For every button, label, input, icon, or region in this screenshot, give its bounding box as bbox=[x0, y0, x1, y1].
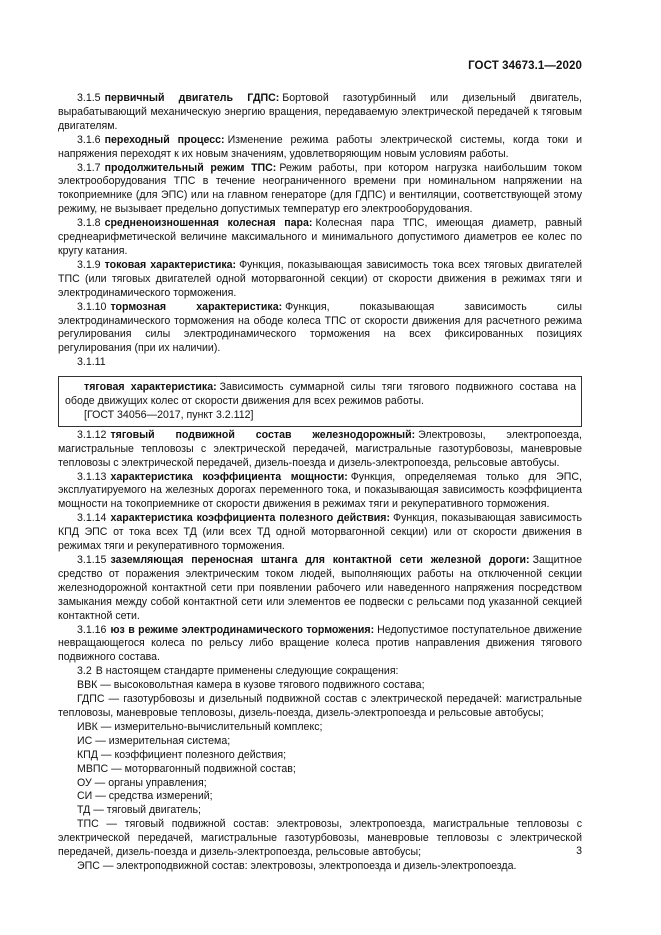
definition-term: юз в режиме электродинамического торможения: bbox=[110, 623, 375, 636]
definition-number: 3.1.9 bbox=[77, 258, 101, 271]
definition-number: 3.1.6 bbox=[77, 133, 101, 146]
definition-term: тормозная характеристика: bbox=[110, 300, 283, 313]
definition-text: Бортовой газотурбинный или дизельный двигатель, вырабатывающий механическую энергию вращения, передаваемую электрической передачей к тяговым двигателям. bbox=[58, 92, 582, 132]
abbreviation-item: ВВК — высоковольтная камера в кузове тягового подвижного состава; bbox=[77, 679, 425, 692]
definition-term: средненоизношенная колесная пара: bbox=[104, 217, 313, 230]
definition-item bbox=[58, 512, 582, 554]
definition-term: тяговая характеристика: bbox=[84, 381, 217, 394]
definition-text: Режим работы, при котором нагрузка наибольшим током электрооборудования ТПС в течение неограниченного времени при номинальном напряжении на токоприемнике (для ЭПС) или на главном генераторе (для ГДПС) и вентиляции, соответствующей этому режиму, не вызывает предельно допустимых температур его электрооборудования. bbox=[58, 161, 582, 216]
definition-item bbox=[58, 301, 582, 357]
definition-text: Зависимость суммарной силы тяги тягового подвижного состава на ободе движущих колес от скорости движения для всех режимов работы. bbox=[65, 381, 576, 408]
definition-number: 3.1.16 bbox=[77, 623, 107, 636]
definition-item bbox=[58, 471, 582, 513]
definition-term: заземляющая переносная штанга для контактной сети железной дороги: bbox=[110, 554, 530, 566]
definition-number: 3.1.8 bbox=[77, 217, 101, 230]
abbreviation-item: ТД — тяговый двигатель; bbox=[77, 804, 201, 817]
definition-number: 3.1.7 bbox=[77, 161, 101, 174]
standard-header: ГОСТ 34673.1—2020 bbox=[468, 60, 582, 72]
definition-term: характеристика коэффициента мощности: bbox=[110, 470, 348, 483]
definitions-bottom bbox=[58, 429, 582, 665]
abbreviations-list bbox=[58, 679, 582, 874]
boxed-definition bbox=[58, 376, 582, 427]
abbreviation-item: КПД — коэффициент полезного действия; bbox=[77, 748, 287, 761]
document-body bbox=[58, 92, 582, 874]
definition-item bbox=[58, 259, 582, 301]
definition-text: Защитное средство от поражения электрическим током людей, выполняющих работы на отключенной секции железнодорожной контактной сети при появлении рабочего или наведенного напряжения посредством замыкания между собой контактной сети или элементов ее подвески с рельсами под указанной секцией контактной сети. bbox=[58, 554, 582, 622]
definition-item bbox=[58, 134, 582, 162]
definition-item bbox=[58, 429, 582, 471]
abbreviation-item: ТПС — тяговый подвижной состав: электровозы, электропоезда, магистральные тепловозы с электрической передачей, магистральные газотурбовозы, маневровые тепловозы с электрической передачей, дизель-поезда и дизель-электропоезда, рельсовые автобусы; bbox=[58, 818, 582, 859]
definition-text: Электровозы, электропоезда, магистральные тепловозы с электрической передачей, магистральные газотурбовозы, маневровые тепловозы с электрической передачей, дизель-поезда и дизель-электропоезда, рельсовые автобусы. bbox=[58, 428, 582, 469]
definition-term: переходный процесс: bbox=[104, 133, 225, 146]
abbreviation-item: ИВК — измерительно-вычислительный комплекс; bbox=[77, 720, 323, 733]
section-3-2 bbox=[58, 665, 582, 679]
definition-term: токовая характеристика: bbox=[104, 258, 237, 271]
abbreviation-item: ЭПС — электроподвижной состав: электровозы, электропоезда и дизель-электропоезда. bbox=[77, 859, 517, 872]
section-intro: В настоящем стандарте применены следующие сокращения: bbox=[95, 665, 399, 678]
definition-item bbox=[58, 624, 582, 666]
boxed-definition-reference: [ГОСТ 34056—2017, пункт 3.2.112] bbox=[84, 408, 254, 421]
definition-term: продолжительный режим ТПС: bbox=[104, 161, 277, 174]
definition-number: 3.1.15 bbox=[77, 554, 107, 566]
definition-item bbox=[58, 162, 582, 218]
abbreviation-item: ОУ — органы управления; bbox=[77, 776, 207, 789]
definition-term: тяговый подвижной состав железнодорожный: bbox=[110, 428, 416, 441]
section-number: 3.2 bbox=[77, 665, 92, 678]
definition-item bbox=[58, 92, 582, 134]
abbreviation-item: ИС — измерительная система; bbox=[77, 734, 231, 747]
definition-term: первичный двигатель ГДПС: bbox=[104, 92, 280, 104]
definition-text: Колесная пара ТПС, имеющая диаметр, равный среднеарифметической величине максимального и минимального допустимого диаметров ее колес по кругу катания. bbox=[58, 217, 582, 257]
abbreviation-item: ГДПС — газотурбовозы и дизельный подвижной состав с электрической передачей: магистральные тепловозы, маневровые тепловозы, дизель-поезда, дизель-электропоезда и рельсовые автобусы; bbox=[58, 693, 582, 719]
definition-item bbox=[58, 554, 582, 624]
definition-number: 3.1.10 bbox=[77, 300, 107, 313]
definition-text: Функция, определяемая только для ЭПС, эксплуатируемого на железных дорогах переменного тока, и показывающая зависимость коэффициента мощности на токоприемнике от скорости движения в режимах тяги и рекуперативного торможения. bbox=[58, 470, 582, 511]
abbreviation-item: МВПС — моторвагонный подвижной состав; bbox=[77, 762, 296, 775]
definition-text: Функция, показывающая зависимость тока всех тяговых двигателей ТПС (или тяговых двигателей одной моторвагонной секции) от скорости движения в режимах тяги и электродинамического торможения. bbox=[58, 258, 582, 299]
definition-text: Функция, показывающая зависимость КПД ЭПС от тока всех ТД (или всех ТД одной моторвагонной секции) или от скорости движения в режимах тяги и рекуперативного торможения. bbox=[58, 512, 582, 553]
definition-number: 3.1.5 bbox=[77, 92, 101, 104]
definition-number: 3.1.12 bbox=[77, 428, 107, 441]
definition-text: Изменение режима работы электрической системы, когда токи и напряжения переходят к их новым значениям, удовлетворяющим новым условиям работы. bbox=[58, 133, 582, 160]
definition-term: характеристика коэффициента полезного действия: bbox=[110, 512, 391, 525]
definitions-top bbox=[58, 92, 582, 356]
definition-text: Функция, показывающая зависимость силы электродинамического торможения на ободе колеса ТПС от скорости движения для расчетного режима регулирования силы электродинамического торможения на всех фиксированных позициях регулирования (при их наличии). bbox=[58, 300, 582, 355]
item-3-1-11-number: 3.1.11 bbox=[77, 356, 106, 369]
definition-number: 3.1.13 bbox=[77, 470, 107, 483]
definition-number: 3.1.14 bbox=[77, 512, 107, 525]
page-number: 3 bbox=[576, 845, 582, 857]
boxed-definition-text bbox=[65, 381, 576, 409]
definition-text: Недопустимое поступательное движение невращающегося колеса по рельсу либо вращение колеса против направления движения тягового подвижного состава. bbox=[58, 623, 582, 664]
definition-item bbox=[58, 217, 582, 259]
abbreviation-item: СИ — средства измерений; bbox=[77, 790, 213, 803]
